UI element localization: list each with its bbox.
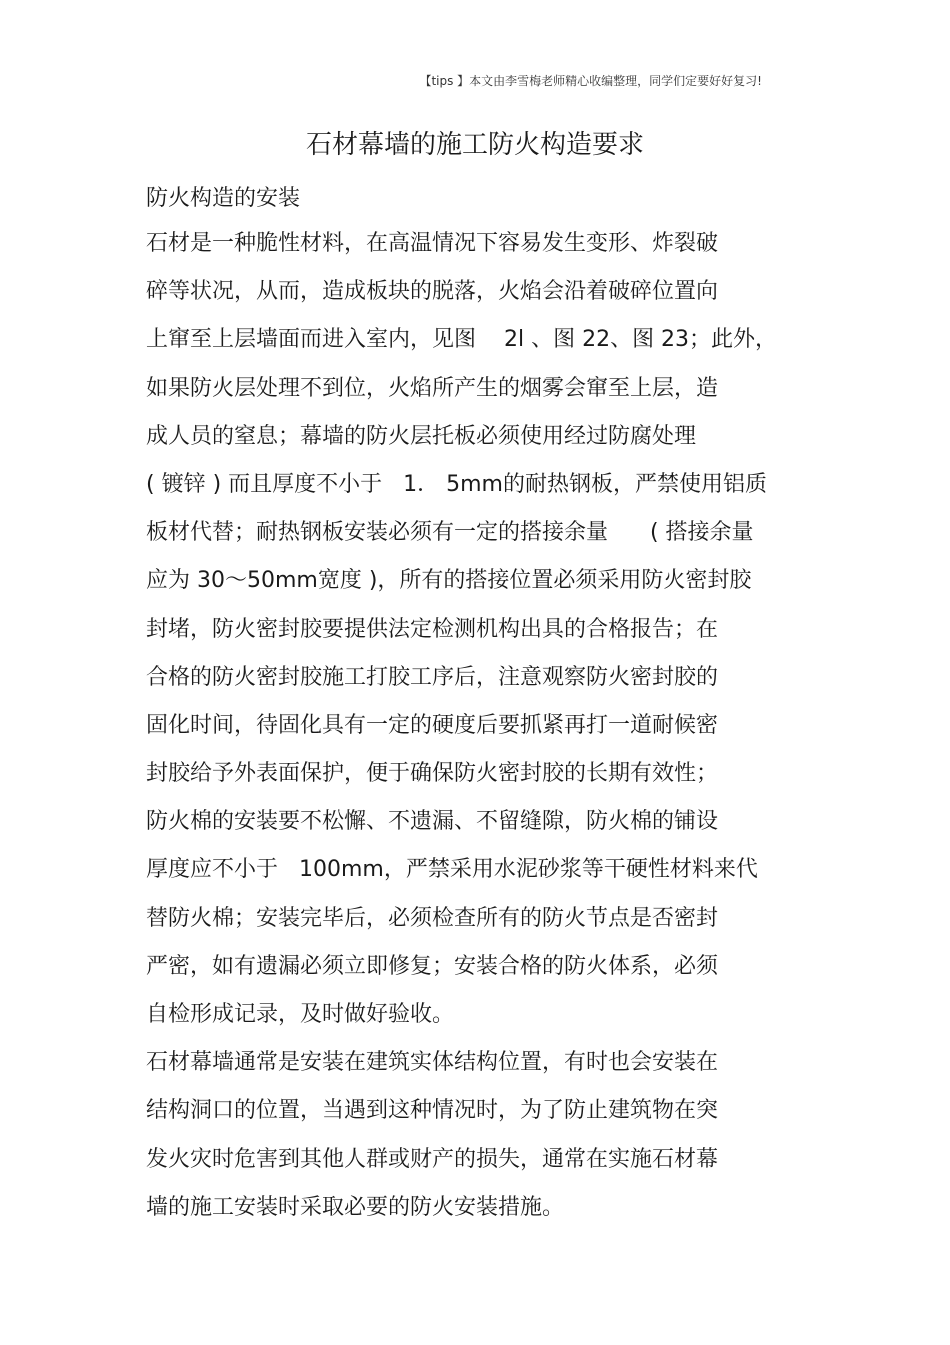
document-title: 石材幕墙的施工防火构造要求	[305, 130, 644, 160]
body-line: 上窜至上层墙面而进入室内，见图 2l 、图 22、图 23；此外，	[146, 327, 778, 353]
body-line: 碎等状况，从而，造成板块的脱落，火焰会沿着破碎位置向	[146, 279, 719, 305]
body-line: 严密，如有遗漏必须立即修复；安装合格的防火体系，必须	[146, 953, 719, 979]
body-line: 成人员的窒息；幕墙的防火层托板必须使用经过防腐处理	[146, 423, 697, 449]
body-line: 发火灾时危害到其他人群或财产的损失，通常在实施石材幕	[146, 1146, 719, 1172]
body-line: 合格的防火密封胶施工打胶工序后，注意观察防火密封胶的	[146, 664, 719, 690]
body-line: 替防火棉；安装完毕后，必须检查所有的防火节点是否密封	[146, 905, 719, 931]
body-line: 墙的施工安装时采取必要的防火安装措施。	[146, 1194, 565, 1220]
body-line: 厚度应不小于 100mm，严禁采用水泥砂浆等干硬性材料来代	[146, 857, 758, 883]
body-line: 封胶给予外表面保护，便于确保防火密封胶的长期有效性；	[146, 761, 719, 787]
body-line: 板材代替；耐热钢板安装必须有一定的搭接余量 ( 搭接余量	[146, 520, 754, 546]
body-line: 应为 30～50mm宽度 )，所有的搭接位置必须采用防火密封胶	[146, 568, 752, 594]
body-line: 固化时间，待固化具有一定的硬度后要抓紧再打一道耐候密	[146, 712, 719, 738]
body-line: 封堵，防火密封胶要提供法定检测机构出具的合格报告；在	[146, 616, 719, 642]
body-line: 结构洞口的位置，当遇到这种情况时，为了防止建筑物在突	[146, 1098, 719, 1124]
body-line: ( 镀锌 ) 而且厚度不小于 1． 5mm的耐热钢板，严禁使用铝质	[146, 471, 767, 497]
body-line: 石材幕墙通常是安装在建筑实体结构位置，有时也会安装在	[146, 1050, 719, 1076]
body-text	[146, 224, 826, 1236]
body-line: 自检形成记录，及时做好验收。	[146, 1002, 455, 1027]
body-line: 如果防火层处理不到位，火焰所产生的烟雾会窜至上层，造	[146, 375, 719, 401]
body-line: 石材是一种脆性材料，在高温情况下容易发生变形、炸裂破	[146, 231, 719, 256]
body-line: 防火棉的安装要不松懈、不遗漏、不留缝隙，防火棉的铺设	[146, 809, 719, 835]
header-tip: 【tips 】本文由李雪梅老师精心收编整理，同学们定要好好复习!	[419, 74, 762, 88]
section-heading: 防火构造的安装	[146, 186, 301, 211]
